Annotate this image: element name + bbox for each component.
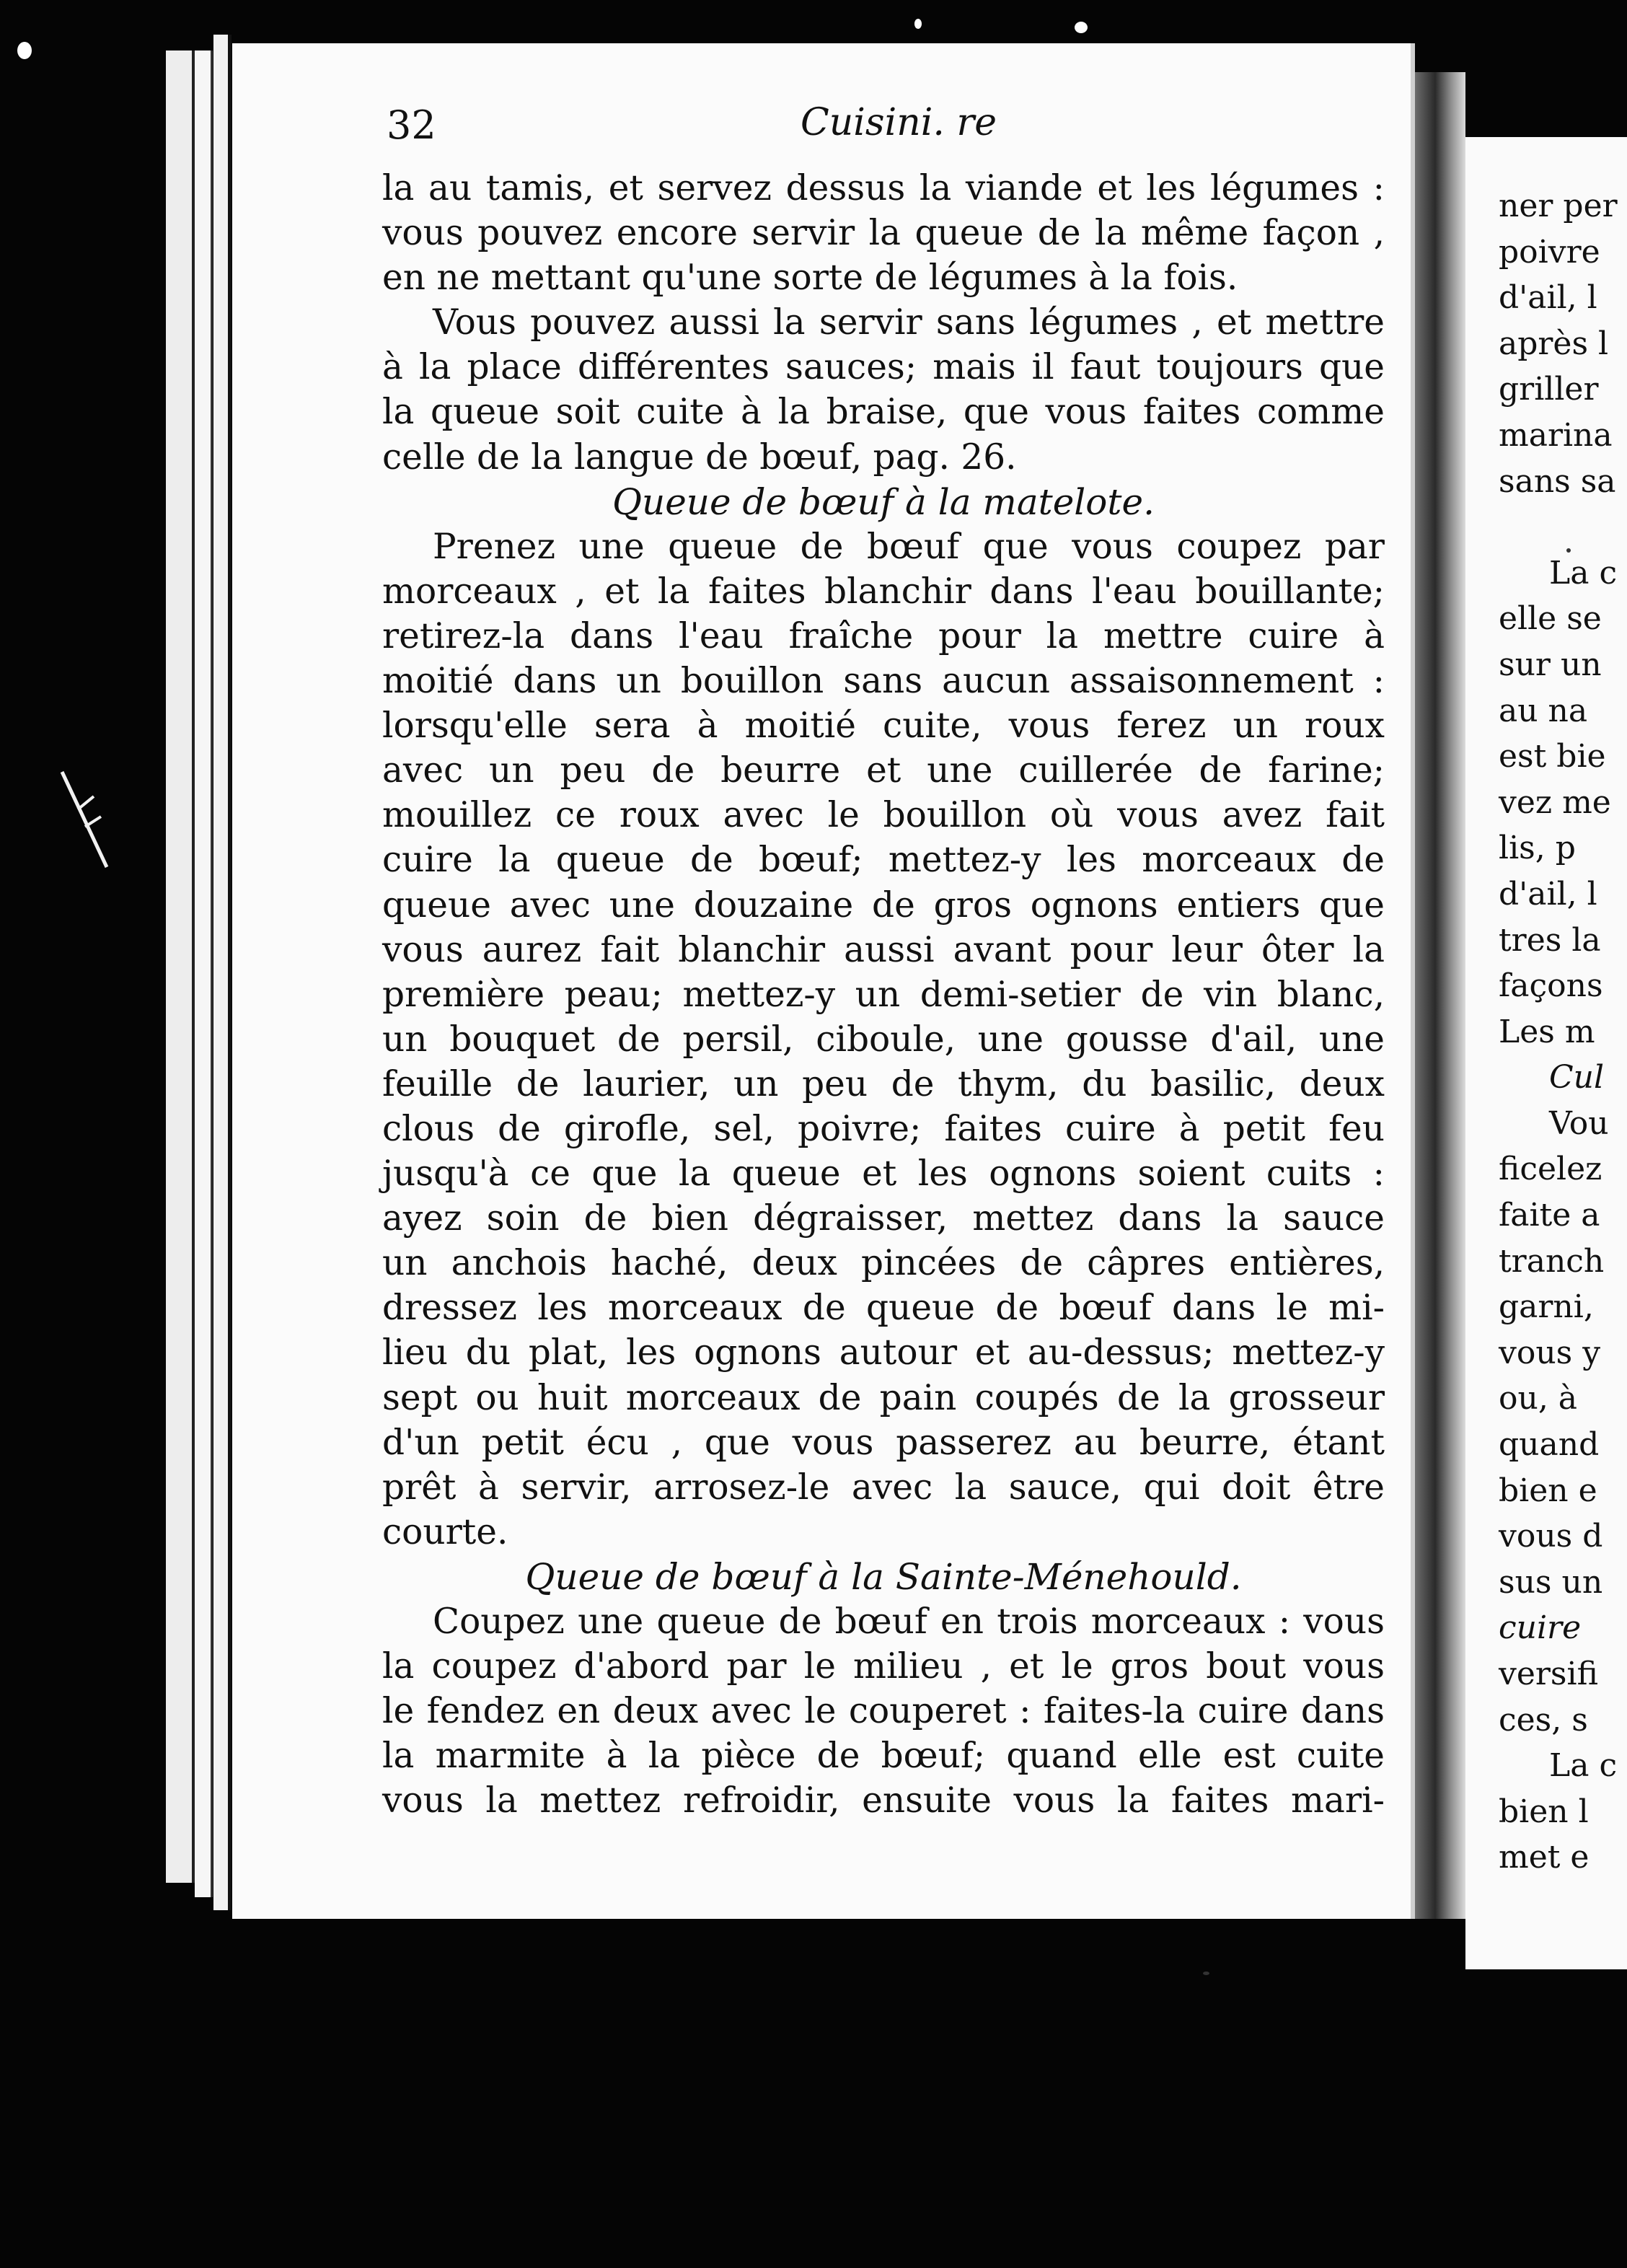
text-line: cuire la queue de bœuf; mettez-y les morceaux de bbox=[382, 840, 1385, 881]
text-line: le fendez en deux avec le couperet : faites-la cuire dans bbox=[382, 1691, 1385, 1732]
right-text-line: Les m bbox=[1499, 1013, 1595, 1050]
right-text-line: sur un bbox=[1499, 646, 1602, 683]
text-line: sept ou huit morceaux de pain coupés de la grosseur bbox=[382, 1377, 1385, 1418]
text-line: lorsqu'elle sera à moitié cuite, vous ferez un roux bbox=[382, 706, 1385, 747]
page-number: 32 bbox=[387, 102, 436, 148]
right-text-line: bien e bbox=[1499, 1472, 1597, 1509]
page-edge-stack-outer bbox=[166, 50, 195, 1883]
text-line: jusqu'à ce que la queue et les ognons soient cuits : bbox=[382, 1153, 1385, 1195]
right-text-line: La c bbox=[1549, 554, 1618, 592]
right-text-line: griller bbox=[1499, 371, 1599, 408]
page-edge-stack-inner bbox=[213, 35, 232, 1910]
right-text-line: au na bbox=[1499, 692, 1588, 729]
right-text-line: marina bbox=[1499, 416, 1613, 454]
page-edge-stack-middle bbox=[195, 50, 213, 1897]
right-text-line: sans sa bbox=[1499, 462, 1616, 500]
right-text-line: poivre bbox=[1499, 233, 1600, 271]
scan-speck bbox=[17, 42, 32, 59]
running-title: Cuisini. re bbox=[801, 101, 997, 144]
text-line: la au tamis, et servez dessus la viande et les légumes : bbox=[382, 168, 1385, 208]
body-text bbox=[382, 166, 1385, 1823]
text-line: première peau; mettez-y un demi-setier de vin blanc, bbox=[382, 974, 1385, 1015]
text-line: feuille de laurier, un peu de thym, du basilic, deux bbox=[382, 1063, 1385, 1104]
text-line: ayez soin de bien dégraisser, mettez dans la sauce bbox=[382, 1198, 1385, 1239]
text-line: mouillez ce roux avec le bouillon où vous avez fait bbox=[382, 795, 1385, 836]
text-line: d'un petit écu , que vous passerez au beurre, étant bbox=[382, 1422, 1385, 1463]
right-text-line: d'ail, l bbox=[1499, 875, 1597, 913]
text-line: queue avec une douzaine de gros ognons entiers que bbox=[382, 884, 1385, 926]
right-text-line: sus un bbox=[1499, 1563, 1603, 1601]
right-text-line: elle se bbox=[1499, 600, 1602, 638]
right-text-line: après l bbox=[1499, 325, 1609, 362]
margin-scratch-mark bbox=[56, 766, 121, 874]
right-text-line: faite a bbox=[1499, 1197, 1600, 1234]
text-line: Vous pouvez aussi la servir sans légumes , et mettre bbox=[433, 302, 1385, 343]
right-text-line: façons bbox=[1499, 967, 1603, 1005]
section-heading-sainte-menehould: Queue de bœuf à la Sainte-Ménehould. bbox=[525, 1555, 1242, 1598]
right-text-line: ner per bbox=[1499, 188, 1618, 224]
right-heading-line: Cul bbox=[1549, 1059, 1605, 1096]
right-text-line: tranch bbox=[1499, 1242, 1605, 1280]
text-line: en ne mettant qu'une sorte de légumes à la fois. bbox=[382, 258, 1238, 299]
text-line: Coupez une queue de bœuf en trois morceaux : vous bbox=[433, 1601, 1385, 1642]
right-text-line: ces, s bbox=[1499, 1701, 1588, 1739]
scan-speck bbox=[914, 19, 922, 29]
scan-speck bbox=[1203, 1972, 1209, 1975]
text-line: la coupez d'abord par le milieu , et le gros bout vous bbox=[382, 1646, 1385, 1687]
right-text-line: lis, p bbox=[1499, 830, 1576, 867]
right-text-line: ficelez bbox=[1499, 1151, 1602, 1188]
right-text-line: ou, à bbox=[1499, 1380, 1578, 1418]
right-text-line: vez me bbox=[1499, 783, 1611, 821]
text-line: vous la mettez refroidir, ensuite vous la faites mari- bbox=[382, 1780, 1385, 1821]
right-text-line: garni, bbox=[1499, 1288, 1594, 1326]
right-text-line: cuire bbox=[1499, 1609, 1582, 1647]
text-line: vous pouvez encore servir la queue de la même façon , bbox=[382, 213, 1385, 254]
book-gutter bbox=[1415, 72, 1465, 1919]
text-line: avec un peu de beurre et une cuillerée de farine; bbox=[382, 750, 1385, 791]
text-line: morceaux , et la faites blanchir dans l'eau bouillante; bbox=[382, 571, 1385, 612]
scan-speck bbox=[1566, 548, 1571, 553]
right-text-line: versifi bbox=[1499, 1656, 1598, 1692]
text-line: à la place différentes sauces; mais il faut toujours que bbox=[382, 347, 1385, 388]
text-line: courte. bbox=[382, 1511, 508, 1552]
text-line: vous aurez fait blanchir aussi avant pour leur ôter la bbox=[382, 929, 1385, 970]
section-heading-matelote: Queue de bœuf à la matelote. bbox=[612, 480, 1155, 523]
right-text-line: Vou bbox=[1549, 1104, 1609, 1142]
text-line: un anchois haché, deux pincées de câpres entières, bbox=[382, 1243, 1385, 1284]
right-text-line: met e bbox=[1499, 1839, 1589, 1876]
text-line: un bouquet de persil, ciboule, une gousse d'ail, une bbox=[382, 1019, 1385, 1060]
right-page-text bbox=[1499, 183, 1627, 1881]
text-line: la queue soit cuite à la braise, que vous faites comme bbox=[382, 392, 1385, 433]
right-text-line: vous y bbox=[1499, 1334, 1601, 1371]
right-text-line: La c bbox=[1549, 1747, 1618, 1785]
text-line: celle de la langue de bœuf, pag. 26. bbox=[382, 436, 1017, 478]
text-line: moitié dans un bouillon sans aucun assaisonnement : bbox=[382, 661, 1385, 702]
text-line: clous de girofle, sel, poivre; faites cuire à petit feu bbox=[382, 1108, 1385, 1149]
text-line: lieu du plat, les ognons autour et au-dessus; mettez-y bbox=[382, 1332, 1385, 1373]
text-line: prêt à servir, arrosez-le avec la sauce, qui doit être bbox=[382, 1467, 1385, 1508]
right-text-line: bien l bbox=[1499, 1793, 1589, 1830]
right-text-line bbox=[1499, 504, 1627, 550]
right-text-line: vous d bbox=[1499, 1518, 1603, 1555]
right-text-line: est bie bbox=[1499, 738, 1606, 775]
scan-speck bbox=[1075, 22, 1088, 33]
text-line: retirez-la dans l'eau fraîche pour la mettre cuire à bbox=[382, 615, 1385, 656]
right-text-line: d'ail, l bbox=[1499, 279, 1597, 317]
text-line: la marmite à la pièce de bœuf; quand elle est cuite bbox=[382, 1736, 1385, 1777]
text-line: dressez les morceaux de queue de bœuf dans le mi- bbox=[382, 1288, 1385, 1329]
right-text-line: quand bbox=[1499, 1426, 1600, 1464]
text-line: Prenez une queue de bœuf que vous coupez par bbox=[433, 526, 1385, 567]
right-text-line: tres la bbox=[1499, 921, 1601, 959]
